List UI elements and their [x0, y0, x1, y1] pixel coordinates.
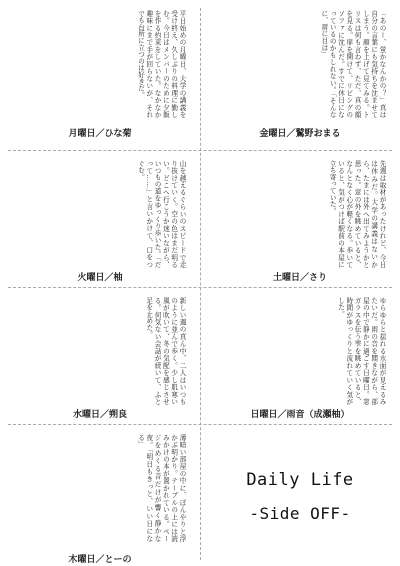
panel-thursday — [8, 430, 192, 564]
story-text: 薄暗い部屋の中に、ぽんやりと浮かぶ明かり。テーブルの上には読みかけの本が置かれている。ページをめくる音だけが響く静かな夜。「明日もきっと、いい日になる」 — [136, 434, 186, 542]
panel-monday — [8, 6, 192, 146]
panel-caption: 金曜日／鷲野おまる — [259, 129, 341, 139]
panel-friday — [208, 6, 392, 146]
story-text: ゆらゆらと揺れる水面が見えるみたいだ。雨の音を聞きながら、部屋の中で静かに過ごす日曜日。窓ガラスを伝う雫を眺めていると、時間がゆっくりと流れていく気がした。 — [336, 297, 386, 405]
story-text: 平日始めの月曜日、大学の講義を受け終え、久しぶりの料理に勤しむ。今日はメンバーのために夕飯を作る約束をしていた。なかなか趣味にまで手が回らないが、それでも台所に立つのは好きだ。 — [136, 10, 186, 118]
column-divider — [200, 8, 201, 560]
panel-caption: 木曜日／とーの — [68, 555, 132, 564]
booklet-title — [210, 470, 390, 523]
panel-sunday — [208, 293, 392, 421]
panel-caption: 月曜日／ひな菊 — [68, 129, 132, 139]
story-text: 先週は取材があったけれど、今日は休みだ。大学の講義はないから、たまには外へ出てみようかと思った。窓の外を眺めていると、なんとなく心が軽くなる。歩いていると、気がつけば駅前の本屋に立ち寄っていた。 — [328, 160, 386, 268]
title-sub: -Side OFF- — [249, 504, 351, 523]
panel-saturday — [208, 156, 392, 284]
panel-caption: 土曜日／さり — [272, 273, 327, 283]
row-divider — [8, 150, 392, 151]
story-text: 「あのー、蛍かなんかの？」真は自分の言葉にも気持ちを沈ませてしまう。顔を上げて見てみる。トリスは何も言わず、ただ、真の顔を見る。扉を開けて、リビングのソファに沈んだ。すでに休日になっているのかもしれない。「そんなに、眉に目は」 — [319, 10, 386, 118]
title-main: Daily Life — [246, 470, 354, 490]
panel-tuesday — [8, 156, 192, 284]
panel-caption: 水曜日／朔良 — [72, 410, 127, 420]
panel-wednesday — [8, 293, 192, 421]
row-divider — [8, 424, 392, 425]
story-text: 山を越えるぐらいのスピードで走り抜けていく。空の色はまだ明るい。どこへ行こうか迷いながら、いつもの道をゆっくり歩いた。「だって……」と言いかけて、口をつぐむ。 — [136, 160, 186, 268]
story-text: 新しい週の真ん中、二人はいつものように並んで歩く。少し肌寒い風が吹いて、冬の気配を感じさせる。何気ない会話が続いて、ふと足を止めた。 — [144, 297, 186, 405]
row-divider — [8, 287, 392, 288]
panel-caption: 日曜日／雨音（成瀬柚） — [250, 410, 350, 420]
panel-caption: 火曜日／柚 — [77, 273, 123, 283]
